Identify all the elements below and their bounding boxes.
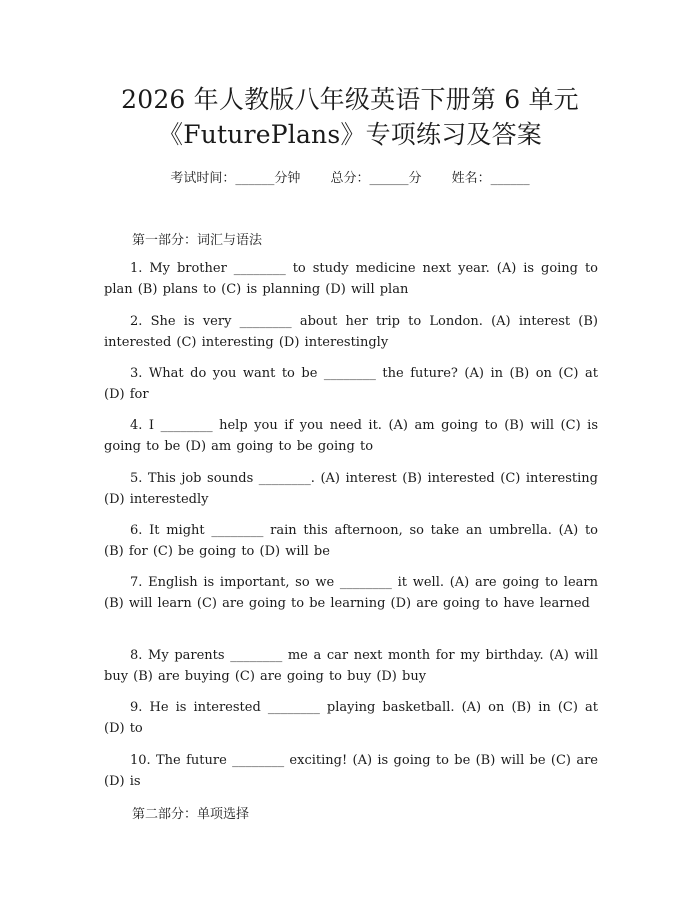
exam-time-field: 考试时间：______分钟	[170, 171, 301, 186]
question-item: 2. She is very ________ about her trip to London. (A) interest (B) interested (C) interesting (D) interestingly	[104, 314, 598, 350]
exam-name-field: 姓名：______	[451, 171, 530, 186]
question-item: 9. He is interested ________ playing basketball. (A) on (B) in (C) at (D) to	[104, 700, 598, 736]
question-item: 5. This job sounds ________. (A) interest (B) interested (C) interesting (D) interestedly	[104, 471, 598, 507]
section-heading-single-choice: 第二部分：单项选择	[132, 807, 250, 822]
question-item: 10. The future ________ exciting! (A) is going to be (B) will be (C) are (D) is	[104, 753, 598, 789]
exam-info	[0, 170, 700, 188]
question-item: 3. What do you want to be ________ the future? (A) in (B) on (C) at (D) for	[104, 366, 598, 402]
question-item: 7. English is important, so we ________ it well. (A) are going to learn (B) will learn (C) are going to be learning (D) are going to have learned	[104, 575, 598, 611]
question-item: 4. I ________ help you if you need it. (A) am going to (B) will (C) is going to be (D) am going to be going to	[104, 418, 598, 454]
section-heading-vocabulary-grammar: 第一部分：词汇与语法	[132, 233, 263, 248]
question-item: 6. It might ________ rain this afternoon, so take an umbrella. (A) to (B) for (C) be going to (D) will be	[104, 523, 598, 559]
exam-score-field: 总分：______分	[330, 171, 422, 186]
page-title-line2: 《FuturePlans》专项练习及答案	[158, 120, 542, 149]
question-item: 8. My parents ________ me a car next month for my birthday. (A) will buy (B) are buying (C) are going to buy (D) buy	[104, 648, 598, 684]
page-title-line1: 2026 年人教版八年级英语下册第 6 单元	[121, 85, 579, 114]
question-item: 1. My brother ________ to study medicine next year. (A) is going to plan (B) plans to (C) is planning (D) will plan	[104, 261, 598, 297]
